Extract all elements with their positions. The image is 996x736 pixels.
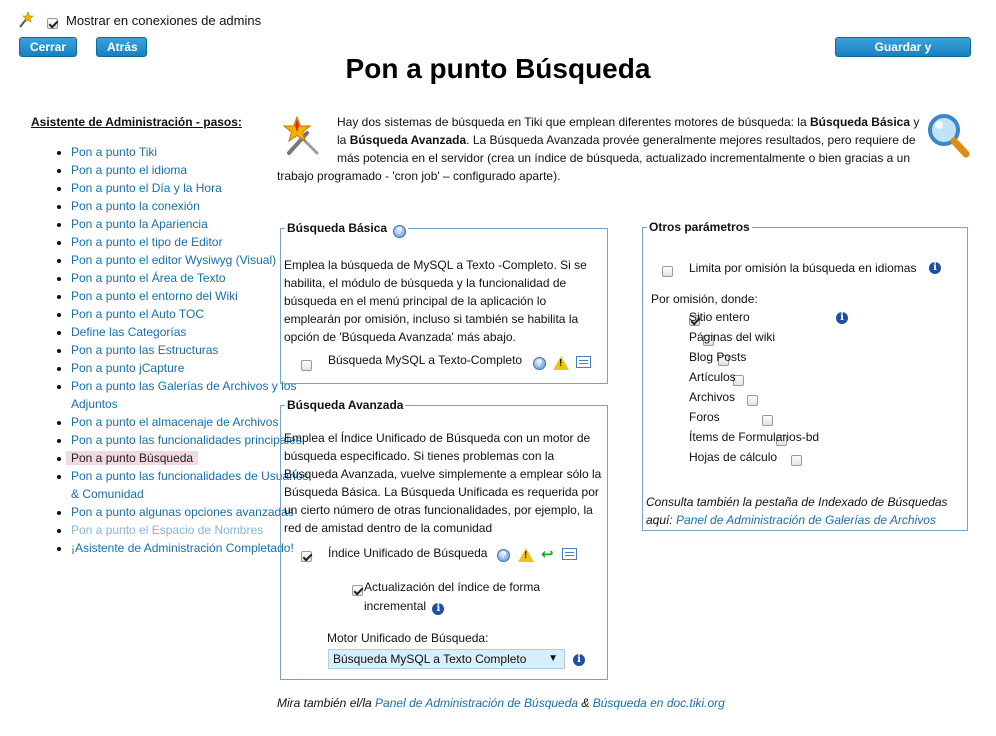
warning-icon (518, 548, 534, 562)
where-trackers-label: Ítems de Formularios-bd (689, 430, 820, 444)
step-search-current[interactable]: Pon a punto Búsqueda (66, 451, 198, 465)
limit-language-label: Limita por omisión la búsqueda en idiomas (689, 261, 917, 275)
see-also-text: Consulta también la pestaña de Indexado de Búsquedas aquí: Panel de Administración de Galerías de Archivos (646, 495, 948, 527)
footer-see-also: Mira también el/la Panel de Administración de Búsqueda & Búsqueda en doc.tiki.org (277, 696, 725, 710)
step-main-features[interactable]: Pon a punto las funcionalidades principales (71, 433, 302, 447)
preferences-icon[interactable] (576, 356, 591, 368)
steps-list (33, 143, 317, 557)
where-whole-site-label: Sitio entero (689, 310, 750, 324)
step-tiki[interactable]: Pon a punto Tiki (71, 145, 158, 159)
step-wiki[interactable]: Pon a punto el entorno del Wiki (71, 289, 238, 303)
step-completed[interactable]: ¡Asistente de Administración Completado! (71, 541, 294, 555)
page-title: Pon a punto Búsqueda (345, 53, 651, 84)
step-advanced[interactable]: Pon a punto algunas opciones avanzadas (71, 505, 294, 519)
step-namespace: Pon a punto el Espacio de Nombres (71, 523, 264, 537)
help-icon[interactable]: ? (393, 225, 406, 238)
default-where-label: Por omisión, donde: (651, 292, 758, 306)
other-params-fieldset (642, 220, 968, 531)
wizard-wand-icon (17, 11, 35, 29)
where-blog-posts-label: Blog Posts (689, 350, 747, 364)
preferences-icon[interactable] (562, 548, 577, 560)
limit-language-checkbox[interactable] (662, 266, 673, 277)
show-in-admin-login-checkbox[interactable] (47, 18, 58, 29)
where-files-label: Archivos (689, 390, 736, 404)
search-doc-link[interactable]: Búsqueda en doc.tiki.org (592, 696, 725, 710)
step-editor-type[interactable]: Pon a punto el tipo de Editor (71, 235, 223, 249)
where-spreadsheets-label: Hojas de cálculo (689, 450, 778, 464)
incremental-update-label: Actualización del índice de forma incremental i (364, 580, 541, 614)
info-icon[interactable]: i (836, 312, 848, 324)
basic-search-term: Búsqueda Básica (809, 115, 911, 129)
search-engine-select[interactable]: Búsqueda MySQL a Texto Completo ▼ (328, 649, 565, 669)
step-date-time[interactable]: Pon a punto el Día y la Hora (71, 181, 222, 195)
basic-search-fieldset (280, 221, 608, 384)
advanced-search-term: Búsqueda Avanzada (349, 133, 467, 147)
where-forums-checkbox[interactable] (762, 415, 773, 426)
info-icon[interactable]: i (432, 603, 444, 615)
advanced-search-legend: Búsqueda Avanzada (287, 398, 404, 412)
where-forums-label: Foros (689, 410, 720, 424)
where-files-checkbox[interactable] (747, 395, 758, 406)
help-icon[interactable]: ? (533, 357, 546, 370)
where-wiki-pages-label: Páginas del wiki (689, 330, 776, 344)
intro-text: Hay dos sistemas de búsqueda en Tiki que emplean diferentes motores de búsqueda: la Búsqueda Básica y la Búsqueda Avanzada. La Búsqueda Avanzada provée generalmente mejores resultados, pero requiere de más potencia en el servidor (crea un índice de búsqueda, actualizado incrementalmente o bien gracias a un trabajo programado - 'cron job' – configurado aparte). (277, 115, 920, 183)
basic-search-description: Emplea la búsqueda de MySQL a Texto -Completo. Si se habilita, el módulo de búsqueda y la funcionalidad de búsqueda en el menú principal de la aplicación lo emplearán por omisión, incluso si también se habilita la opción de 'Búsqueda Avanzada' más abajo. (284, 258, 587, 344)
file-gallery-admin-link[interactable]: Panel de Administración de Galerías de Archivos (676, 513, 936, 527)
steps-title: Asistente de Administración - pasos: (31, 115, 242, 129)
step-structures[interactable]: Pon a punto las Estructuras (71, 343, 219, 357)
help-icon[interactable]: ? (497, 549, 510, 562)
incremental-update-checkbox[interactable] (352, 585, 363, 596)
other-params-legend: Otros parámetros (649, 220, 750, 234)
step-categories[interactable]: Define las Categorías (71, 325, 187, 339)
info-icon[interactable]: i (929, 262, 941, 274)
step-appearance[interactable]: Pon a punto la Apariencia (71, 217, 208, 231)
mysql-fulltext-label: Búsqueda MySQL a Texto-Completo (328, 353, 523, 367)
close-button[interactable]: Cerrar (19, 37, 77, 57)
step-text-area[interactable]: Pon a punto el Área de Texto (71, 271, 226, 285)
step-jcapture[interactable]: Pon a punto jCapture (71, 361, 185, 375)
search-admin-panel-link[interactable]: Panel de Administración de Búsqueda (375, 696, 579, 710)
warning-icon (553, 356, 569, 370)
where-articles-label: Artículos (689, 370, 736, 384)
mysql-fulltext-checkbox[interactable] (301, 360, 312, 371)
step-users-community[interactable]: Pon a punto las funcionalidades de Usuarios & Comunidad (71, 469, 309, 501)
magnifier-icon (926, 112, 970, 158)
back-button[interactable]: Atrás (96, 37, 147, 57)
refresh-icon[interactable]: ↩ (541, 546, 554, 563)
step-wysiwyg[interactable]: Pon a punto el editor Wysiwyg (Visual) (71, 253, 277, 267)
chevron-down-icon: ▼ (548, 653, 558, 664)
step-file-galleries[interactable]: Pon a punto las Galerías de Archivos y los Adjuntos (71, 379, 297, 411)
advanced-search-fieldset (280, 398, 608, 680)
save-and-continue-button[interactable]: Guardar y continuar (835, 37, 971, 57)
unified-index-checkbox[interactable] (301, 551, 312, 562)
step-auto-toc[interactable]: Pon a punto el Auto TOC (71, 307, 204, 321)
basic-search-legend: Búsqueda Básica (287, 221, 388, 235)
where-spreadsheets-checkbox[interactable] (791, 455, 802, 466)
show-in-admin-login-label: Mostrar en conexiones de admins (66, 13, 262, 28)
engine-label: Motor Unificado de Búsqueda: (327, 631, 489, 645)
step-file-storage[interactable]: Pon a punto el almacenaje de Archivos (71, 415, 279, 429)
info-icon[interactable]: i (573, 654, 585, 666)
step-language[interactable]: Pon a punto el idioma (71, 163, 188, 177)
step-login[interactable]: Pon a punto la conexión (71, 199, 200, 213)
advanced-search-description: Emplea el Índice Unificado de Búsqueda con un motor de búsqueda especificado. Si tienes problemas con la Búsqueda Avanzada, vuelve simplemente a emplear sólo la Búsqueda Básica. La Búsqueda Unificada es requerida por un cierto número de otras funcionalidades, por ejemplo, la red de amistad dentro de la comunidad (284, 431, 602, 535)
unified-index-label: Índice Unificado de Búsqueda (328, 546, 488, 560)
